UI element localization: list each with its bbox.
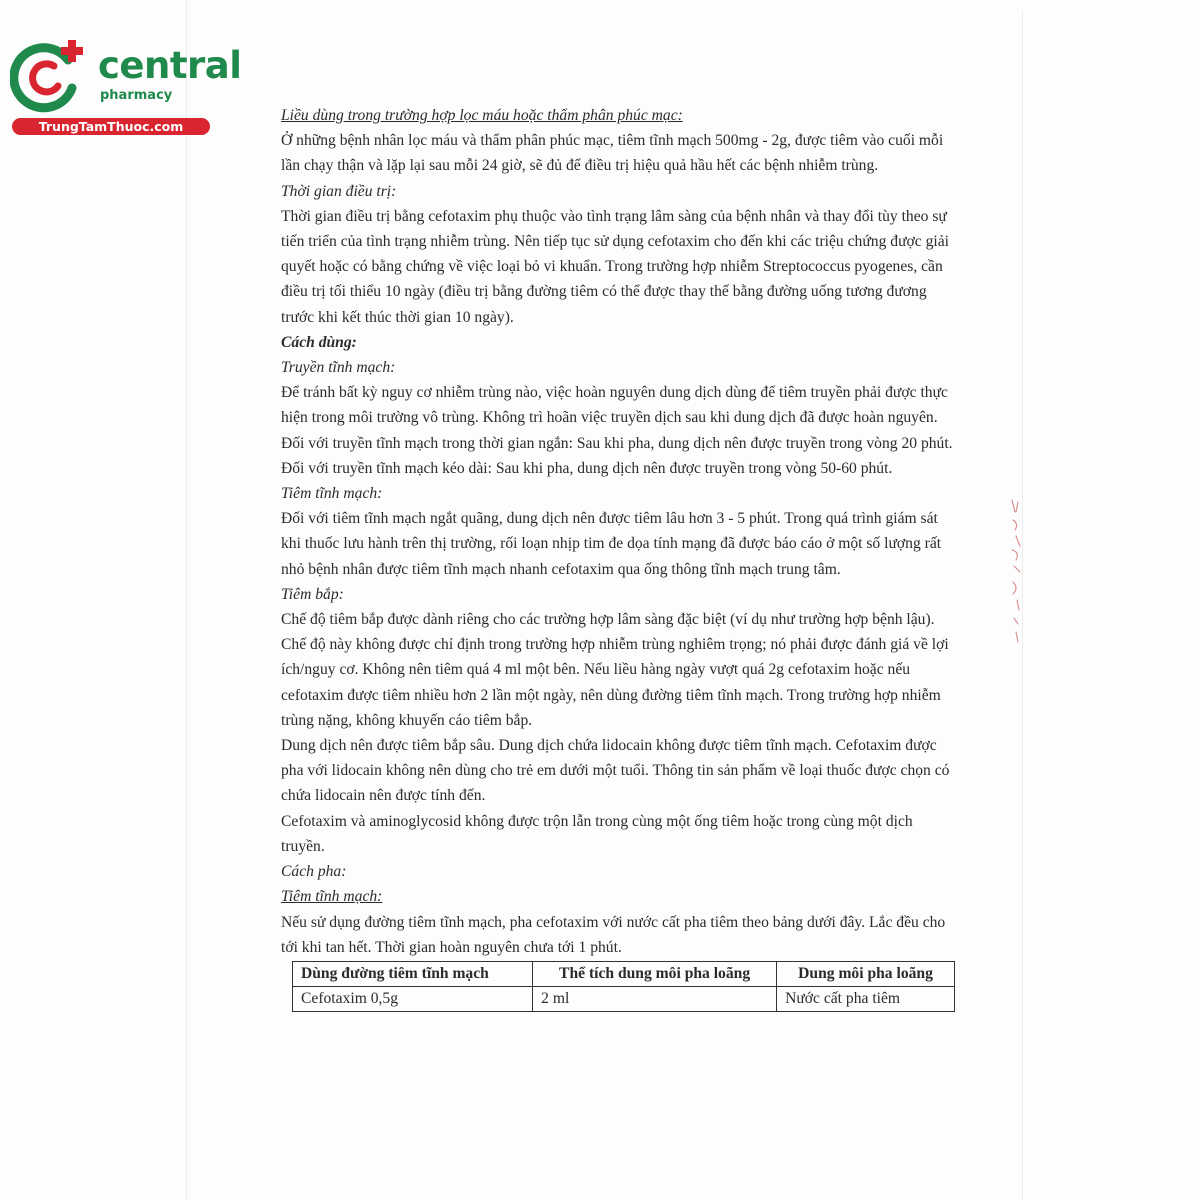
table-cell: Nước cất pha tiêm — [777, 986, 955, 1011]
reconstitution-table — [292, 961, 955, 1012]
heading-preparation: Cách pha: — [281, 863, 347, 881]
paragraph-deep-im: Dung dịch nên được tiêm bắp sâu. Dung dịch chứa lidocain không được tiêm tĩnh mạch. Cefotaxim được pha với lidocain không nên dùng cho trẻ em dưới một tuổi. Thông tin sản phẩm về loại thuốc được chọn có chứa lidocain nên được tính đến. — [281, 737, 950, 805]
heading-preparation-iv: Tiêm tĩnh mạch: — [281, 888, 383, 906]
heading-iv-infusion: Truyền tĩnh mạch: — [281, 359, 396, 377]
brand-logo[interactable] — [10, 38, 242, 138]
table-header-cell: Thể tích dung môi pha loãng — [533, 961, 777, 986]
table-header-row — [293, 961, 955, 986]
heading-iv-injection: Tiêm tĩnh mạch: — [281, 485, 383, 503]
brand-name: central — [98, 44, 242, 87]
table-row — [293, 986, 955, 1011]
paragraph-iv-infusion: Để tránh bất kỳ nguy cơ nhiễm trùng nào, việc hoàn nguyên dung dịch dùng để tiêm truyền phải được thực hiện trong môi trường vô trùng. Không trì hoãn việc truyền dịch sau khi dung dịch đã được hoàn nguyên. — [281, 384, 948, 427]
paragraph-aminoglycoside: Cefotaxim và aminoglycosid không được trộn lẫn trong cùng một ống tiêm hoặc trong cùng một dịch truyền. — [281, 812, 913, 855]
brand-website-banner: TrungTamThuoc.com — [12, 118, 210, 135]
heading-treatment-duration: Thời gian điều trị: — [281, 182, 397, 200]
paragraph-preparation: Nếu sử dụng đường tiêm tĩnh mạch, pha cefotaxim với nước cất pha tiêm theo bảng dưới đây. Lắc đều cho tới khi tan hết. Thời gian hoàn nguyên chưa tới 1 phút. — [281, 913, 946, 956]
table-header-cell: Dùng đường tiêm tĩnh mạch — [293, 961, 533, 986]
paragraph-iv-injection: Đối với tiêm tĩnh mạch ngắt quãng, dung dịch nên được tiêm lâu hơn 3 - 5 phút. Trong quá trình giám sát khi thuốc lưu hành trên thị trường, rối loạn nhịp tim đe dọa tính mạng đã được báo cáo ở một số lượng rất nhỏ bệnh nhân được tiêm tĩnh mạch nhanh cefotaxim qua ống thông tĩnh mạch trung tâm. — [281, 510, 942, 578]
heading-im-injection: Tiêm bắp: — [281, 585, 344, 603]
paragraph-long-infusion: Đối với truyền tĩnh mạch kéo dài: Sau khi pha, dung dịch nên được truyền trong vòng 50-60 phút. — [281, 459, 893, 477]
table-cell: 2 ml — [533, 986, 777, 1011]
document-body — [281, 103, 953, 1012]
brand-subtitle: pharmacy — [100, 88, 173, 103]
paragraph-short-infusion: Đối với truyền tĩnh mạch trong thời gian ngắn: Sau khi pha, dung dịch nên được truyền trong vòng 20 phút. — [281, 434, 953, 452]
paragraph-im-injection: Chế độ tiêm bắp được dành riêng cho các trường hợp lâm sàng đặc biệt (ví dụ như trường hợp bệnh lậu). Chế độ này không được chỉ định trong trường hợp nhiễm trùng nghiêm trọng; nó phải được đánh giá về lợi ích/nguy cơ. Không nên tiêm quá 4 ml một bên. Nếu liều hàng ngày vượt quá 2g cefotaxim hoặc nếu cefotaxim được tiêm nhiều hơn 2 lần một ngày, nên dùng đường tiêm tĩnh mạch. Trong trường hợp nhiễm trùng nặng, không khuyến cáo tiêm bắp. — [281, 611, 949, 729]
central-pharmacy-logo-icon — [10, 38, 90, 118]
table-header-cell: Dung môi pha loãng — [777, 961, 955, 986]
paragraph-treatment-duration: Thời gian điều trị bằng cefotaxim phụ thuộc vào tình trạng lâm sàng của bệnh nhân và thay đổi tùy theo sự tiến triển của tình trạng nhiễm trùng. Nên tiếp tục sử dụng cefotaxim cho đến khi các triệu chứng được giải quyết hoặc có bằng chứng về việc loại bỏ vi khuẩn. Trong trường hợp nhiễm Streptococcus pyogenes, cần điều trị tối thiểu 10 ngày (điều trị bằng đường tiêm có thể được thay thế bằng đường uống tương đương trước khi kết thúc thời gian 10 ngày). — [281, 207, 949, 326]
paragraph-dialysis-dosage: Ở những bệnh nhân lọc máu và thẩm phân phúc mạc, tiêm tĩnh mạch 500mg - 2g, được tiêm vào cuối mỗi lần chạy thận và lặp lại sau mỗi 24 giờ, sẽ đủ để điều trị hiệu quả hầu hết các bệnh nhiễm trùng. — [281, 132, 944, 175]
page-edge-left — [186, 0, 187, 1200]
table-cell: Cefotaxim 0,5g — [293, 986, 533, 1011]
heading-usage: Cách dùng: — [281, 333, 357, 351]
handwritten-margin-mark — [1004, 496, 1034, 646]
heading-dialysis-dosage: Liều dùng trong trường hợp lọc máu hoặc thẩm phân phúc mạc: — [281, 107, 683, 124]
